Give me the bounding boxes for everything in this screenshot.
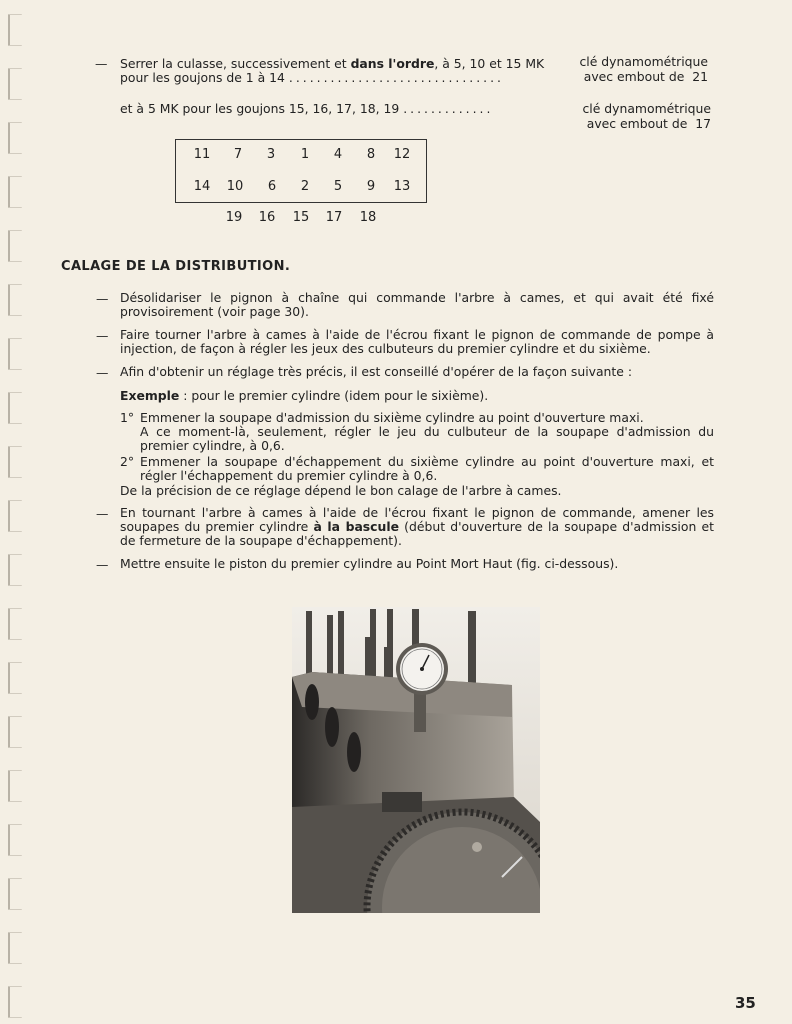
dash: — [95, 56, 108, 71]
dash: — [96, 506, 109, 521]
bolt-number: 6 [267, 179, 277, 194]
engine-photo [292, 607, 540, 913]
dash: — [96, 328, 109, 343]
bolt-number: 19 [225, 210, 243, 225]
instruction-paragraph: En tournant l'arbre à cames à l'aide de l'écrou fixant le pignon de commande, amener les soupapes du premier cylindre à la bascule (début d'ouverture de la soupape d'admission et de fermeture de la soupape d'échappement). [120, 505, 714, 548]
conclusion-line: De la précision de ce réglage dépend le bon calage de l'arbre à cames. [120, 483, 562, 498]
page-number: 35 [735, 994, 756, 1012]
section-title: CALAGE DE LA DISTRIBUTION. [61, 259, 291, 274]
binding-holes [0, 0, 30, 1024]
bolt-number: 8 [366, 147, 376, 162]
bolt-number: 1 [300, 147, 310, 162]
torque-tool-1: clé dynamométrique avec embout de 21 [579, 54, 708, 84]
instruction-paragraph: Désolidariser le pignon à chaîne qui commande l'arbre à cames, et qui avait été fixé provisoirement (voir page 30). [120, 290, 714, 319]
step-2: Emmener la soupape d'échappement du sixième cylindre au point d'ouverture maxi, et régler l'échappement du premier cylindre à 0,6. [140, 454, 714, 483]
dash: — [96, 365, 109, 380]
bolt-number: 18 [359, 210, 377, 225]
instruction-paragraph: Mettre ensuite le piston du premier cylindre au Point Mort Haut (fig. ci-dessous). [120, 556, 619, 571]
bolt-number: 17 [325, 210, 343, 225]
bolt-number: 12 [393, 147, 411, 162]
torque-tool-2: clé dynamométrique avec embout de 17 [582, 101, 711, 131]
bolt-number: 2 [300, 179, 310, 194]
dash: — [96, 557, 109, 572]
torque-line-2: pour les goujons de 1 à 14 ............................... [120, 70, 504, 85]
bolt-number: 11 [193, 147, 211, 162]
torque-line-3: et à 5 MK pour les goujons 15, 16, 17, 18, 19 ............. [120, 101, 494, 116]
instruction-paragraph: Afin d'obtenir un réglage très précis, il est conseillé d'opérer de la façon suivante : [120, 364, 633, 379]
bolt-number: 5 [333, 179, 343, 194]
step-1: Emmener la soupape d'admission du sixième cylindre au point d'ouverture maxi. A ce moment-là, seulement, régler le jeu du culbuteur de la soupape d'admission du premier cylindre, à 0,6. [140, 410, 714, 453]
bolt-number: 10 [226, 179, 244, 194]
dash: — [96, 291, 109, 306]
torque-line-1: Serrer la culasse, successivement et dans l'ordre, à 5, 10 et 15 MK [120, 56, 545, 71]
bolt-number: 3 [266, 147, 276, 162]
bolt-number: 9 [366, 179, 376, 194]
step-number: 2° [120, 454, 135, 469]
bolt-number: 7 [233, 147, 243, 162]
bolt-number: 16 [258, 210, 276, 225]
bolt-number: 4 [333, 147, 343, 162]
step-number: 1° [120, 410, 135, 425]
bolt-number: 15 [292, 210, 310, 225]
bolt-order-table [175, 139, 427, 203]
bolt-number: 14 [193, 179, 211, 194]
example-line: Exemple : pour le premier cylindre (idem pour le sixième). [120, 388, 489, 403]
bolt-number: 13 [393, 179, 411, 194]
instruction-paragraph: Faire tourner l'arbre à cames à l'aide de l'écrou fixant le pignon de commande de pompe à injection, de façon à régler les jeux des culbuteurs du premier cylindre et du sixième. [120, 327, 714, 356]
